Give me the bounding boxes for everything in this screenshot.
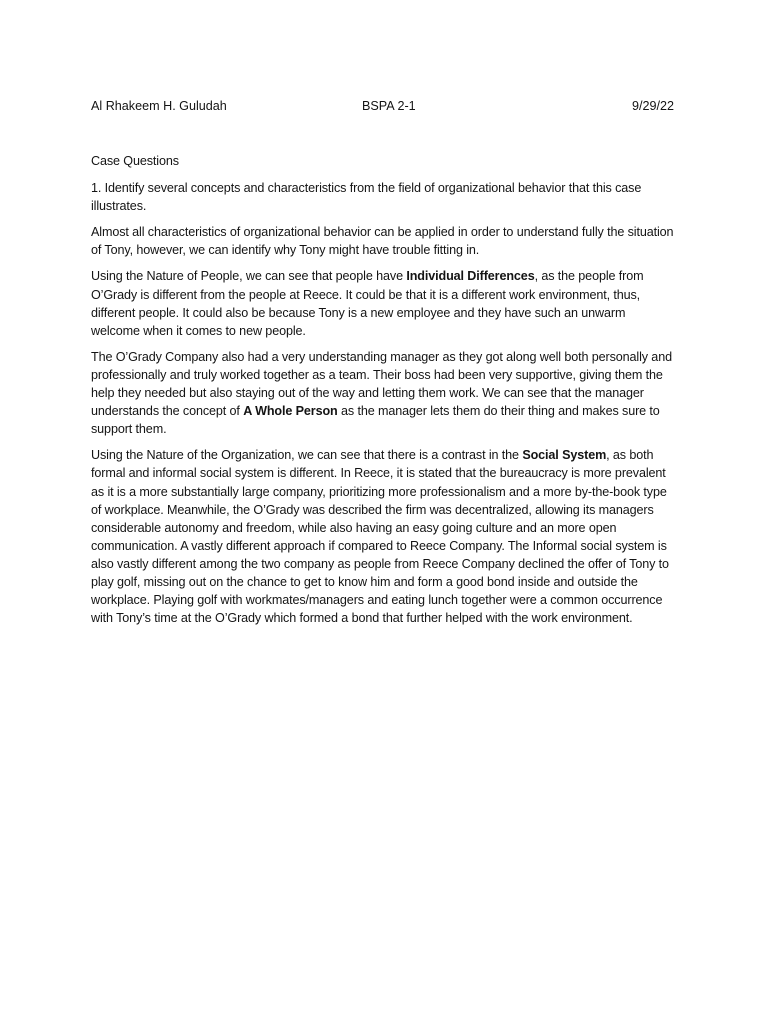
paragraph-4-text-before: Using the Nature of the Organization, we can see that there is a contrast in the — [91, 448, 523, 463]
paragraph-2-text-before: Using the Nature of People, we can see that people have — [91, 269, 407, 284]
term-individual-differences: Individual Differences — [406, 269, 535, 284]
paragraph-2-text-after: , as the people from O’Grady is different from the people at Reece. It could be that it is a different work environment, thus, different people. It could also be because Tony is a new employee and they have such an unwarm welcome when it comes to new people. — [91, 269, 644, 338]
section-heading: Case Questions — [91, 154, 179, 168]
class-section: BSPA 2-1 — [362, 99, 416, 113]
paragraph-4-text-after: , as both formal and informal social system is different. In Reece, it is stated that the bureaucracy is more prevalent as it is a more substantially large company, prioritizing more professionalism and a more by-the-book type of workplace. Meanwhile, the O’Grady was described the firm was decentralized, allowing its managers considerable autonomy and freedom, while also having an easy going culture and an more open communication. A vastly different approach if compared to Reece Company. The Informal social system is also vastly different among the two company as people from Reece Company declined the offer of Tony to play golf, missing out on the chance to get to know him and form a good bond inside and outside the workplace. Playing golf with workmates/managers and eating lunch together were a common occurrence with Tony’s time at the O’Grady which formed a bond that further helped with the work environment. — [91, 448, 669, 626]
document-header — [91, 97, 674, 115]
term-whole-person: A Whole Person — [243, 404, 338, 419]
term-social-system: Social System — [522, 448, 607, 463]
paragraph-3 — [91, 348, 676, 438]
question-1: 1. Identify several concepts and characteristics from the field of organizational behavior that this case illustrates. — [91, 181, 642, 214]
document-date: 9/29/22 — [631, 99, 674, 113]
paragraph-2 — [91, 267, 676, 339]
paragraph-1: Almost all characteristics of organizational behavior can be applied in order to understand fully the situation of Tony, however, we can identify why Tony might have trouble fitting in. — [91, 225, 674, 258]
student-name: Al Rhakeem H. Guludah — [91, 99, 227, 113]
paragraph-3-text-after: as the manager lets them do their thing and makes sure to support them. — [91, 404, 660, 437]
paragraph-4 — [91, 446, 676, 627]
document-body — [91, 152, 676, 635]
paragraph-3-text-before: The O’Grady Company also had a very understanding manager as they got along well both personally and professionally and truly worked together as a team. Their boss had been very supportive, giving them the help they needed but also staying out of the way and letting them work. We can see that the manager understands the concept of — [91, 349, 672, 419]
